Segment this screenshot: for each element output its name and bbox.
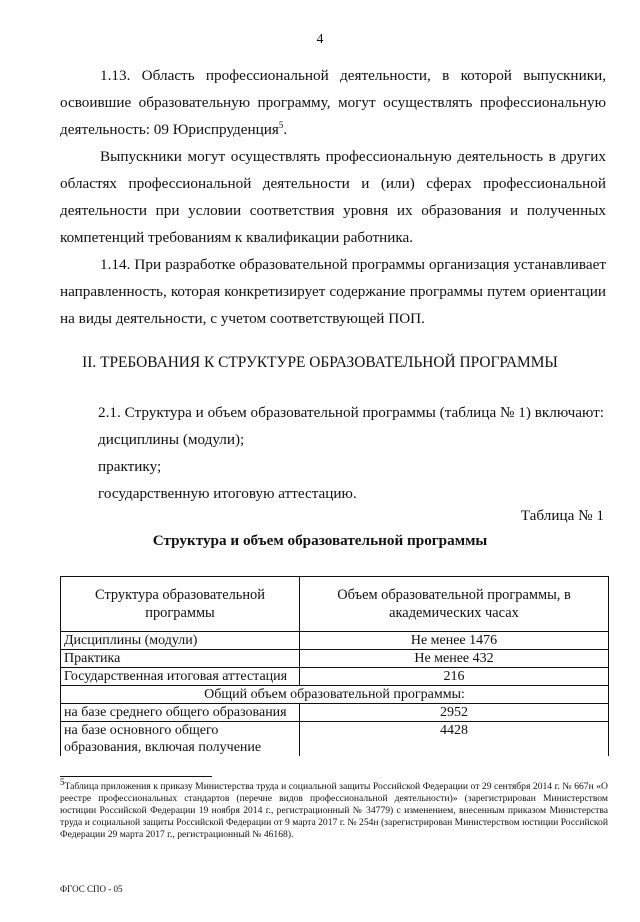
table-row <box>61 704 609 722</box>
page-number: 4 <box>316 32 324 47</box>
paragraph-1-14: 1.14. При разработке образовательной программы организация устанавливает направленность, которая конкретизирует содержание программы путем ориентации на виды деятельности, с учетом соответствующей ПОП. <box>60 256 606 327</box>
footnote-ref: 5 <box>278 119 284 130</box>
table-total-label: Общий объем образовательной программы: <box>61 686 609 704</box>
paragraph-graduates: Выпускники могут осуществлять профессиональную деятельность в других областях профессиональной деятельности и (или) сферах профессиональной деятельности при условии соответствия уровня их образования и полученных компетенций требованиям к квалификации работника. <box>60 148 606 246</box>
table-cell-label: на базе среднего общего образования <box>61 704 300 722</box>
table-title: Структура и объем образовательной программы <box>152 532 488 549</box>
table-cell-label: Дисциплины (модули) <box>61 632 300 650</box>
table-cell-value: 216 <box>300 668 609 686</box>
footnote-mark: 5 <box>60 776 65 787</box>
table-header-row <box>61 577 609 632</box>
list-item-disciplines: дисциплины (модули); <box>98 431 245 448</box>
list-item-practice: практику; <box>98 458 162 475</box>
table-cell-label: Практика <box>61 650 300 668</box>
footnote-separator <box>60 776 212 777</box>
table-row <box>61 632 609 650</box>
table-caption: Таблица № 1 <box>520 507 604 524</box>
footnote <box>60 776 608 841</box>
paragraph-2-1: 2.1. Структура и объем образовательной программы (таблица № 1) включают: <box>98 404 604 421</box>
paragraph-1-13 <box>60 62 606 143</box>
table-cell-value: Не менее 1476 <box>300 632 609 650</box>
table-header-volume: Объем образовательной программы, в академических часах <box>300 577 609 632</box>
paragraph-1-13-end: . <box>283 121 288 138</box>
table-cell-label: Государственная итоговая аттестация <box>61 668 300 686</box>
table-cell-value: 2952 <box>300 704 609 722</box>
structure-table <box>60 576 609 756</box>
page-footer: ФГОС СПО - 05 <box>60 884 123 894</box>
table-header-structure: Структура образовательной программы <box>61 577 300 632</box>
table-row <box>61 650 609 668</box>
footnote-text: Таблица приложения к приказу Министерства труда и социальной защиты Российской Федерации от 29 сентября 2014 г. № 667н «О реестре профессиональных стандартов (перечне видов профессиональной деятельности)» (зарегистрирован Министерством юстиции Российской Федерации 19 ноября 2014 г., регистрационный № 34779) с изменением, внесенным приказом Министерства труда и социальной защиты Российской Федерации от 9 марта 2017 г. № 254н (зарегистрирован Министерством юстиции Российской Федерации 29 марта 2017 г., регистрационный № 46168). <box>60 781 608 840</box>
table-cell-label: на базе основного общего образования, включая получение <box>61 722 300 757</box>
section-heading: II. ТРЕБОВАНИЯ К СТРУКТУРЕ ОБРАЗОВАТЕЛЬНОЙ ПРОГРАММЫ <box>82 354 558 371</box>
table-row <box>61 668 609 686</box>
table-cell-value: Не менее 432 <box>300 650 609 668</box>
list-item-attestation: государственную итоговую аттестацию. <box>98 485 357 502</box>
table-row <box>61 722 609 757</box>
table-total-header-row <box>61 686 609 704</box>
table-cell-value: 4428 <box>300 722 609 757</box>
paragraph-1-13-text: 1.13. Область профессиональной деятельности, в которой выпускники, освоившие образовательную программу, могут осуществлять профессиональную деятельность: 09 Юриспруденция <box>60 67 606 138</box>
